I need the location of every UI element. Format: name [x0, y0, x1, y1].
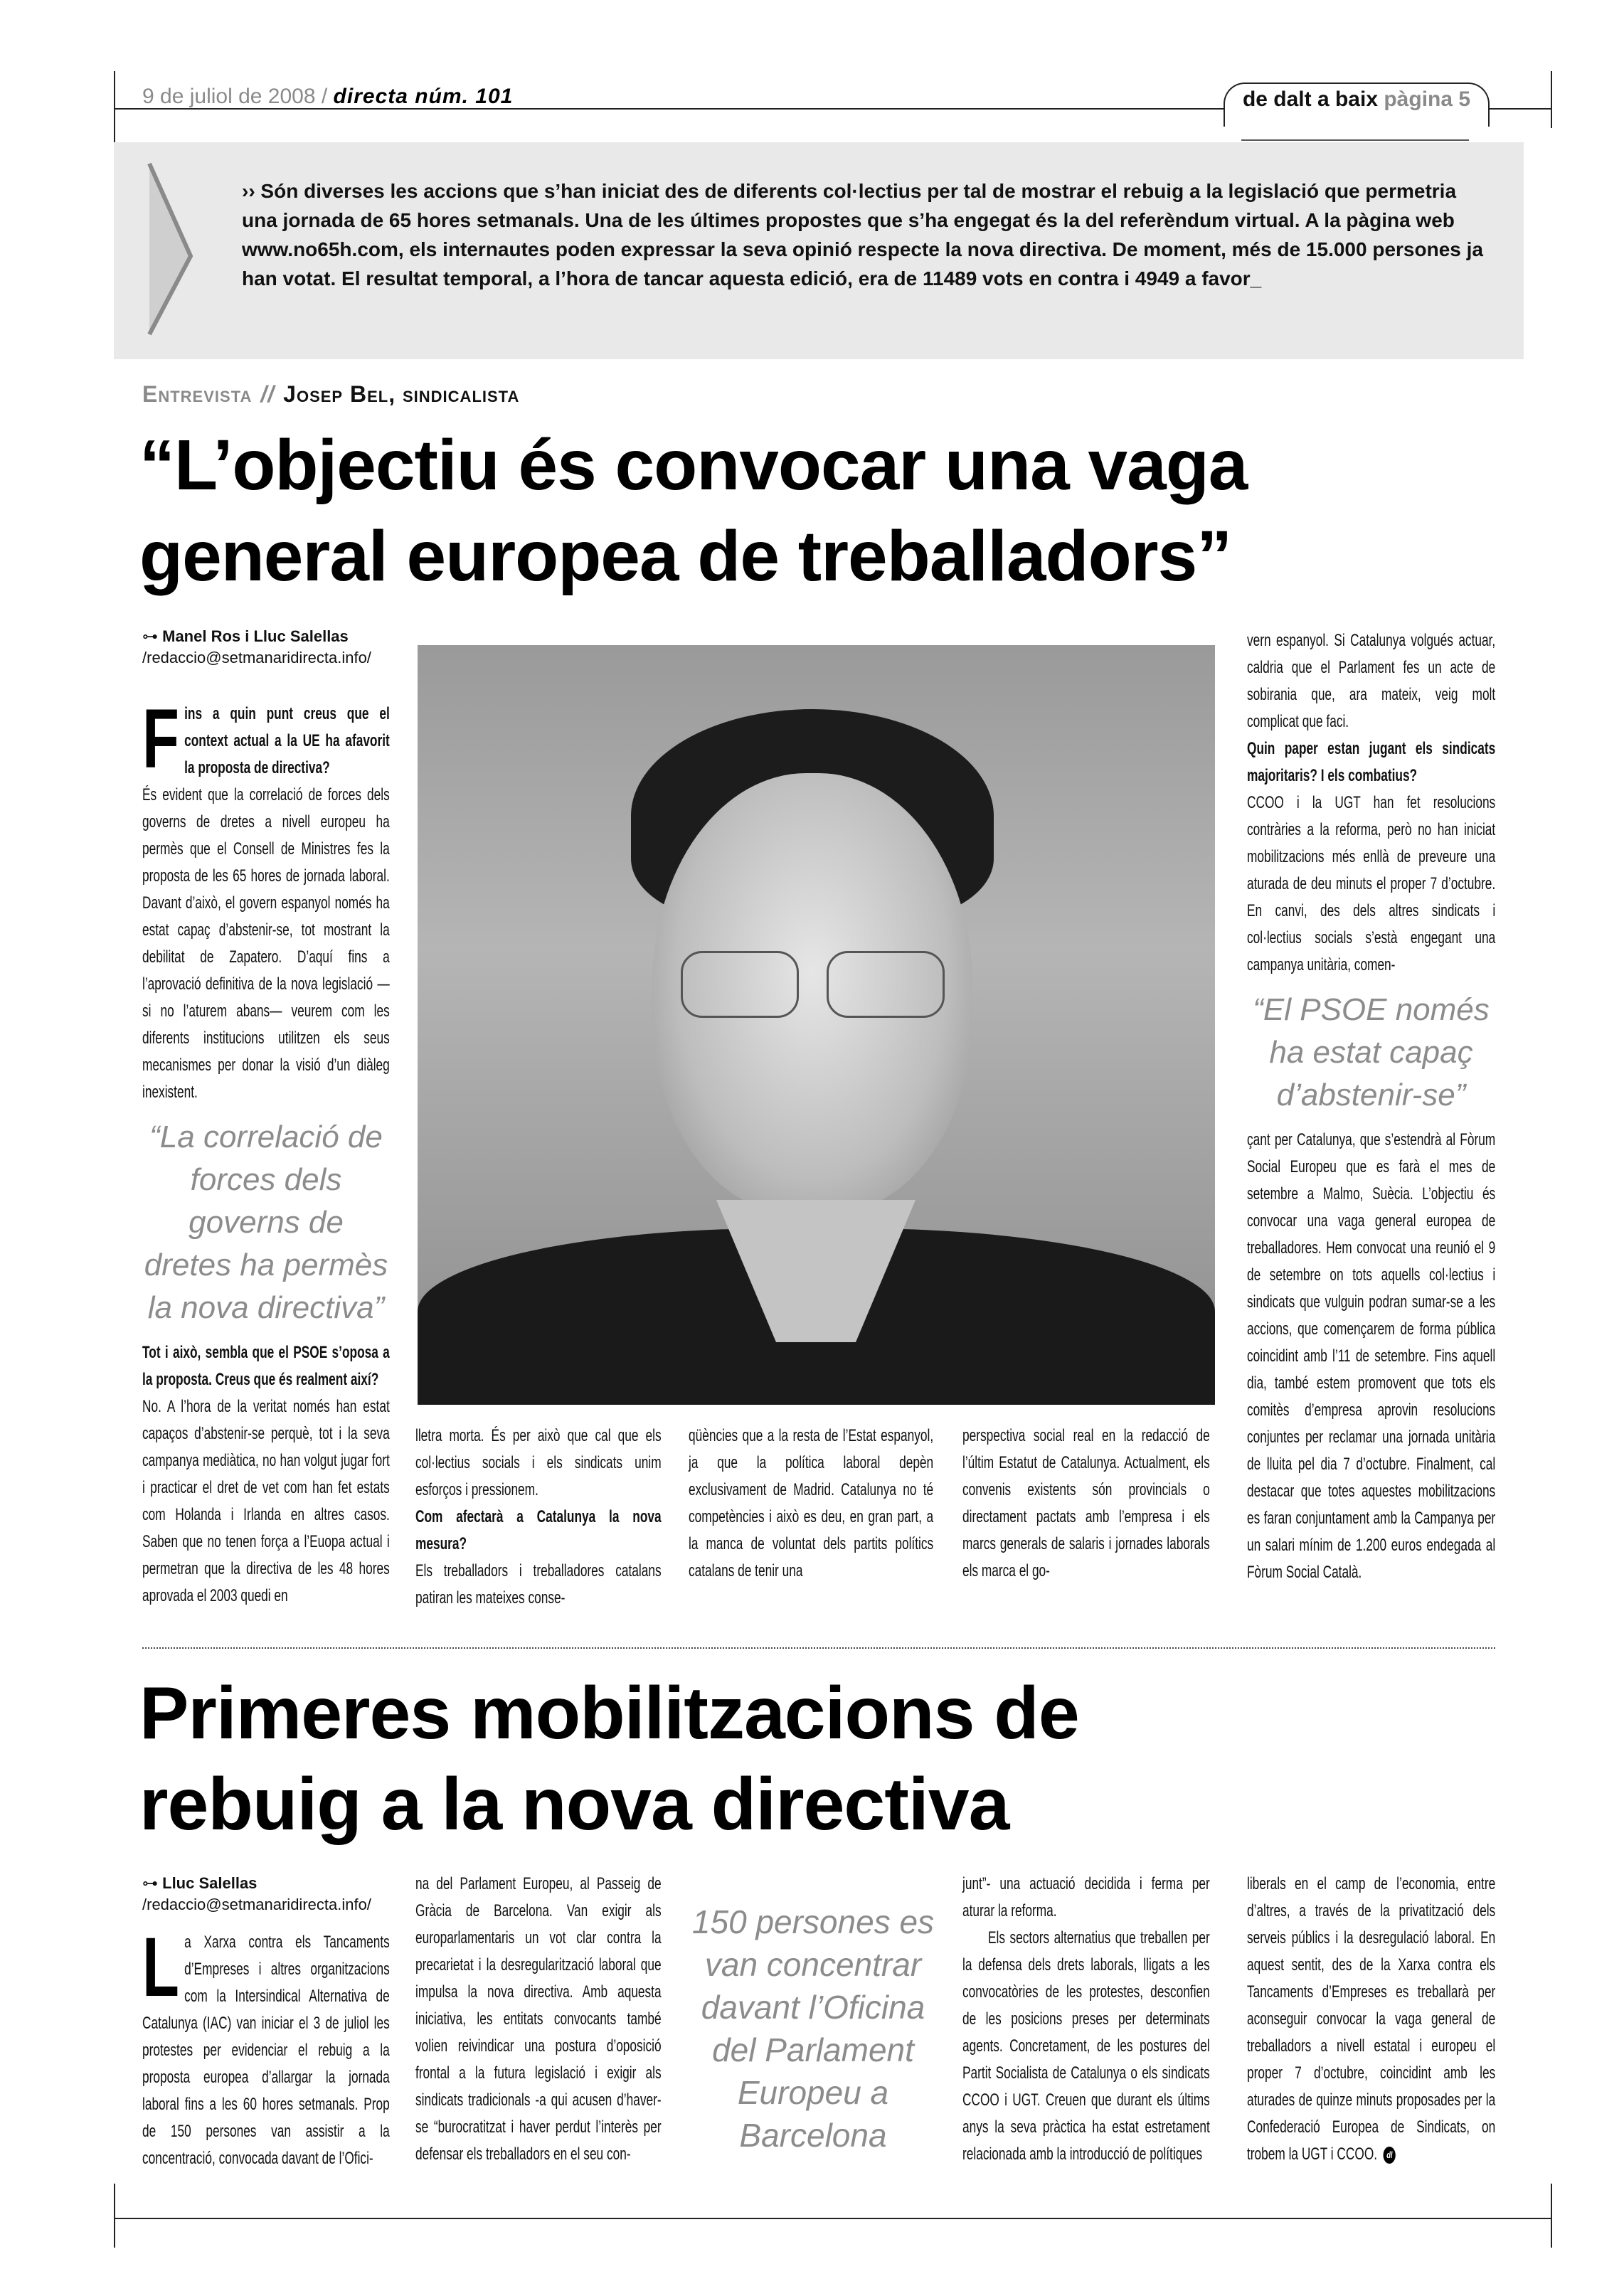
end-mark-icon: dl: [1384, 2147, 1396, 2164]
page-rule-left-top: [114, 71, 115, 142]
issue-date: 9 de juliol de 2008 /: [142, 85, 328, 108]
headline-line: “L’objectiu és convocar una vaga: [139, 425, 1248, 505]
column-1a: [142, 692, 390, 1106]
answer: No. A l’hora de la veritat només han estat capaços d’abstenir-se perquè, tot i la seva campanya mediàtica, no han volgut jugar fort i practicar el dret de vet com han fet estats com Holanda i Irlanda en altres casos. Saben que no tenen força a l’Euopa actual i permetran que la directiva de les 48 hores aprovada el 2003 quedi en: [142, 1397, 390, 1605]
author-name: Lluc Salellas: [162, 1874, 258, 1892]
page-number: pàgina 5: [1384, 87, 1471, 111]
headline-news: [139, 1668, 1079, 1850]
column-3: [689, 1423, 933, 1585]
answer: çant per Catalunya, que s’estendrà al Fòrum Social Europeu que es farà el mes de setembre a Malmo, Suècia. L’objectiu és convocar una vaga general europea de treballadores. Hem convocat una reunió el 9 de setembre on tots aquells col·lectius i sindicats que vulguin podran sumar-se a les accions, que començarem de forma pública coincidint amb l’11 de setembre. Fins aquell dia, també estem promovent que tots els comitès d’empresa aprovin resolucions conjuntes per reclamar una jornada unitària de lluita pel dia 7 d’octubre. Finalment, cal destacar que totes aquestes mobilitzacions es faran conjuntament amb la Campanya per un salari mínim de 1.200 euros endegada al Fòrum Social Català.: [1247, 1130, 1496, 1582]
author-email[interactable]: /redaccio@setmanaridirecta.info/: [142, 1896, 371, 1913]
answer: lletra morta. És per això que cal que els col·lectius socials i els sindicats unim esforços i pressionem.: [415, 1426, 662, 1499]
byline: [142, 1873, 398, 1915]
column-4-stack: [962, 1871, 1210, 2168]
column-2-stack: [415, 1423, 662, 1612]
question: Quin paper estan jugant els sindicats majoritaris? I els combatius?: [1247, 739, 1496, 785]
pull-quote: “El PSOE només ha estat capaç d’abstenir-se”: [1253, 992, 1490, 1112]
column-2: [415, 1871, 662, 2168]
footer-rule: [114, 2218, 1551, 2219]
page-rule-right-top: [1551, 71, 1552, 128]
column-5-stack: [1247, 1871, 1495, 2168]
answer: qüències que a la resta de l’Estat espanyol, ja que la política laboral depèn exclusivament de Madrid. Catalunya no té competències i això es deu, en gran part, a la manca de voluntat dels partits polítics catalans de tenir una: [689, 1426, 934, 1580]
dropcap: L: [142, 1920, 179, 2014]
answer: Els treballadors i treballadores catalans patiran les mateixes conse-: [415, 1561, 662, 1607]
column-4: [962, 1871, 1210, 2168]
column-5-stack: [1247, 627, 1495, 1586]
body-text: Els sectors alternatius que treballen per la defensa dels drets laborals, lligats a les convocatòries de les protestes, desconfien de les posicions preses per determinats agents. Concretament, de les postures del Partit Socialista de Catalunya o els sindicats CCOO i UGT. Creuen que durant els últims anys la seva pràctica ha estat estretament relacionada amb la introducció de polítiques: [962, 1928, 1210, 2164]
photo-glasses: [681, 951, 944, 1015]
pen-icon: ⊶: [142, 1874, 158, 1892]
body-text: junt”- una actuació decidida i ferma per aturar la reforma.: [962, 1874, 1210, 1920]
page-rule-right-bottom: [1551, 2184, 1552, 2248]
kicker-separator: //: [260, 381, 275, 407]
body-text: na del Parlament Europeu, al Passeig de Gràcia de Barcelona. Van exigir als europarlamentaris un vot clar contra la precarietat i la desregularització laboral que impulsa la nova directiva. Amb aquesta iniciativa, les entitats convocants també volien reivindicar una postura d’oposició frontal a la futura legislació i exigir als sindicats tradicionals -a qui acusen d’haver-se “burocratitzat i haver perdut l’interès per defensar els treballadors en el seu con-: [415, 1874, 662, 2164]
page-rule-left-bottom: [114, 2184, 115, 2248]
interviewee-photo: [418, 645, 1215, 1405]
column-2-stack: [415, 1871, 662, 2168]
question: ins a quin punt creus que el context actual a la UE ha afavorit la proposta de directiva?: [184, 704, 390, 777]
arrow-icon: [141, 156, 205, 341]
body-text: liberals en el camp de l’economia, entre d’altres, a través de la privatització dels serveis públics i la desregulació laboral. En aquest sentit, des de la Xarxa contra els Tancaments d’Empreses es treballarà per aconseguir convocar la vaga general de treballadors a nivell estatal i europeu el proper 7 d’octubre, coincidint amb les aturades de quinze minuts proposades per la Confederació Europea de Sindicats, on trobem la UGT i CCOO.: [1247, 1874, 1496, 2164]
question: Com afectarà a Catalunya la nova mesura?: [415, 1507, 662, 1553]
column-4: [962, 1423, 1210, 1585]
headline-interview: [139, 420, 1247, 602]
tab-underline: [1241, 139, 1469, 141]
author-email[interactable]: /redaccio@setmanaridirecta.info/: [142, 649, 371, 666]
column-5a: [1247, 627, 1495, 979]
publication-name: directa núm. 101: [333, 85, 514, 108]
column-5b: [1247, 1127, 1495, 1586]
pull-quote-stack: [689, 1901, 938, 2157]
section-name: de dalt a baix: [1242, 87, 1379, 111]
kicker-type: Entrevista: [142, 381, 253, 407]
column-2: [415, 1423, 662, 1612]
intro-text: ›› Són diverses les accions que s’han iniciat des de diferents col·lectius per tal de mostrar el rebuig a la legislació que permetria una jornada de 65 hores setmanals. Una de les últimes propostes que s’ha engegat és la del referèndum virtual. A la pàgina web www.no65h.com, els internautes poden expressar la seva opinió respecte la nova directiva. De moment, més de 15.000 persones ja han votat. El resultat temporal, a l’hora de tancar aquesta edició, era de 11489 vots en contra i 4949 a favor_: [242, 180, 1483, 289]
column-1-stack: [142, 1920, 390, 2172]
section-tab: [1224, 83, 1490, 127]
kicker-subject: Josep Bel, sindicalista: [283, 381, 520, 407]
article-separator: [142, 1647, 1495, 1649]
answer: perspectiva social real en la redacció de l’últim Estatut de Catalunya. Actualment, els convenis existents són provincials o directament pactats amb l’empresa i els marcs generals de salaris i jornades laborals els marca el go-: [962, 1426, 1210, 1580]
answer: És evident que la correlació de forces dels governs de dretes a nivell europeu ha permès que el Consell de Ministres fes la proposta de les 65 hores de jornada laboral. Davant d’això, el govern espanyol només ha estat capaç d’abstenir-se, tot mostrant la debilitat de Zapatero. D’aquí fins a l’aprovació definitiva de la nova legislació —si no l’aturem abans— veurem com les diferents institucions utilitzen els seus mecanismes per donar la visió d’un diàleg inexistent.: [142, 785, 390, 1102]
column-1-stack: [142, 692, 390, 1610]
kicker: [142, 381, 519, 408]
pen-icon: ⊶: [142, 627, 158, 645]
column-1: [142, 1920, 390, 2172]
headline-line: Primeres mobilitzacions de: [139, 1672, 1079, 1755]
column-5: [1247, 1871, 1495, 2168]
pull-quote: 150 persones es van concentrar davant l’Oficina del Parlament Europeu a Barcelona: [691, 1903, 935, 2154]
answer: vern espanyol. Si Catalunya volgués actuar, caldria que el Parlament fes un acte de sobirania que, ara mateix, veig molt complicat que faci.: [1247, 631, 1496, 731]
pull-quote: “La correlació de forces dels governs de dretes ha permès la nova directiva”: [144, 1120, 388, 1325]
author-name: Manel Ros i Lluc Salellas: [162, 627, 349, 645]
answer: CCOO i la UGT han fet resolucions contràries a la reforma, però no han iniciat mobilitzacions més enllà de preveure una aturada de deu minuts el proper 7 d’octubre. En canvi, des dels altres sindicats i col·lectius socials s’està engegant una campanya unitària, comen-: [1247, 793, 1496, 974]
body-text: a Xarxa contra els Tancaments d’Empreses i altres organitzacions com la Intersindical Alternativa de Catalunya (IAC) van iniciar el 3 de juliol les protestes per evidenciar el rebuig a la proposta europea d’allargar la jornada laboral fins a les 60 hores setmanals. Prop de 150 persones van assistir a la concentració, convocada davant de l’Ofici-: [142, 1933, 390, 2168]
column-4-stack: [962, 1423, 1210, 1585]
column-3-stack: [689, 1423, 933, 1585]
issue-info: [142, 83, 513, 111]
dropcap: F: [142, 692, 179, 786]
intro-box: [114, 142, 1524, 359]
column-1b: [142, 1339, 390, 1610]
headline-line: rebuig a la nova directiva: [139, 1763, 1009, 1846]
byline: [142, 626, 398, 669]
question: Tot i això, sembla que el PSOE s’oposa a la proposta. Creus que és realment així?: [142, 1343, 390, 1389]
headline-line: general europea de treballadors”: [139, 516, 1232, 596]
